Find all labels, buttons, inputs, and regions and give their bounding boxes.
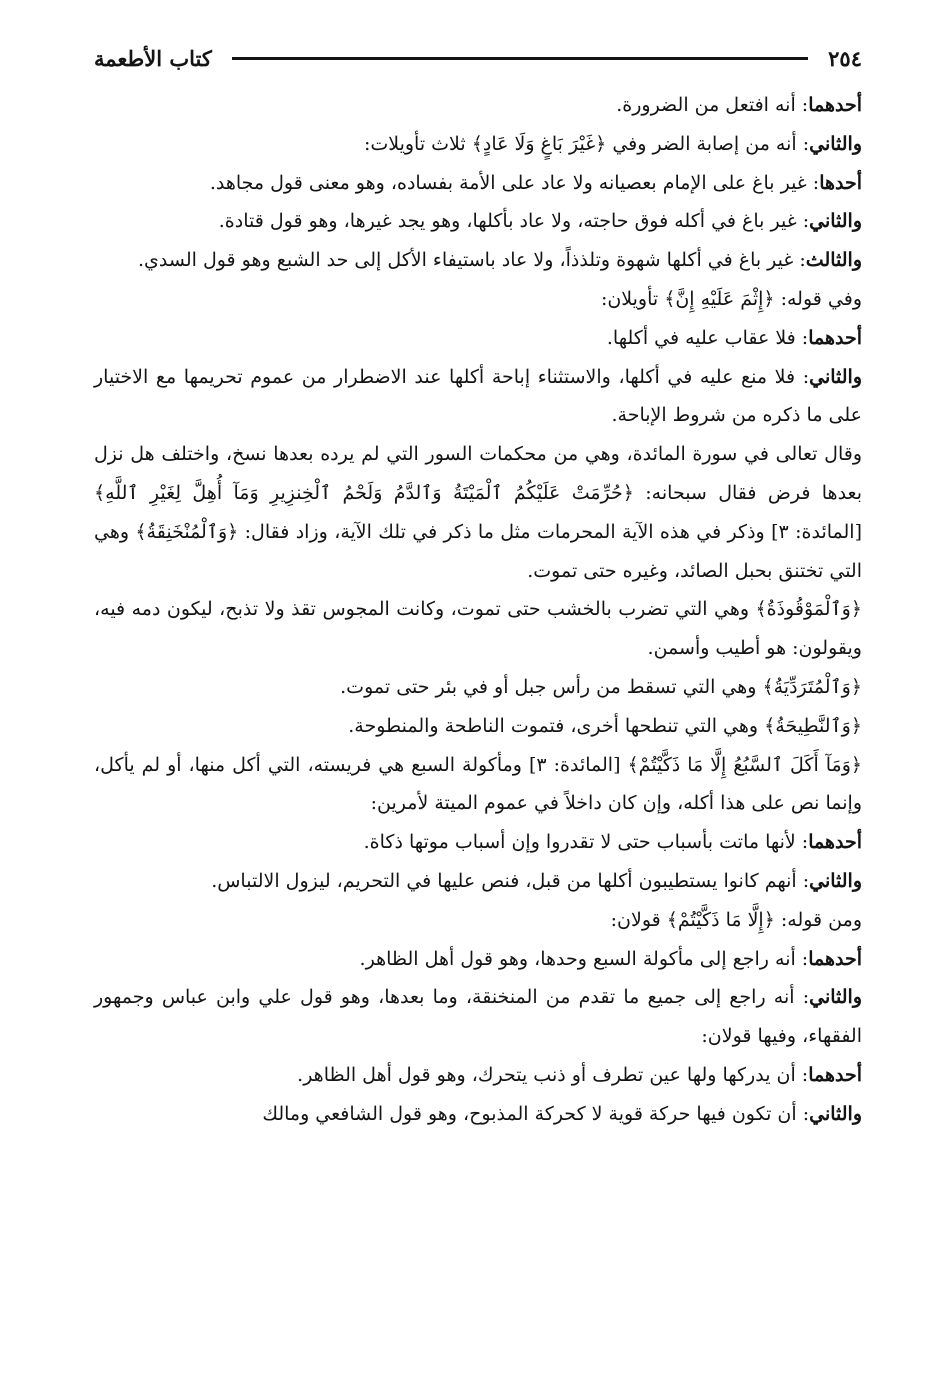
paragraph-text: : أنه افتعل من الضرورة. (616, 94, 809, 116)
paragraph (94, 940, 862, 979)
paragraph (94, 358, 862, 436)
paragraph (94, 202, 862, 241)
paragraph (94, 590, 862, 668)
paragraph (94, 707, 862, 746)
paragraph-text: ﴿وَمَآ أَكَلَ ٱلسَّبُعُ إِلَّا مَا ذَكَّيْتُمْ﴾ [المائدة: ٣] ومأكولة السبع هي فريسته، التي أكل منها، أو لم يأكل، وإنما نص على هذا أكله، وإن كان داخلاً في عموم الميتة لأمرين: (94, 753, 863, 815)
paragraph (94, 319, 862, 358)
paragraph-text: ﴿وَٱلْمَوْقُوذَةُ﴾ وهي التي تضرب بالخشب حتى تموت، وكانت المجوس تقذ ولا تذبح، ليكون دمه فيه، ويقولون: هو أطيب وأسمن. (94, 598, 862, 660)
paragraph-lead: والثاني (809, 365, 862, 388)
paragraph (94, 164, 862, 203)
header-rule (232, 57, 808, 60)
paragraph (94, 901, 862, 940)
paragraph-lead: والثاني (809, 986, 862, 1009)
paragraph-text: : أن يدركها ولها عين تطرف أو ذنب يتحرك، وهو قول أهل الظاهر. (297, 1063, 809, 1086)
paragraph-lead: والثاني (809, 1102, 862, 1125)
paragraph (94, 1095, 862, 1134)
paragraph (94, 280, 862, 319)
paragraph-text: ﴿وَٱلْمُتَرَدِّيَةُ﴾ وهي التي تسقط من رأس جبل أو في بئر حتى تموت. (340, 675, 862, 698)
page-number: ٢٥٤ (828, 45, 862, 71)
paragraph-text: : غير باغ على الإمام بعصيانه ولا عاد على الأمة بفساده، وهو معنى قول مجاهد. (209, 171, 820, 194)
paragraph-lead: أحدهما (808, 831, 862, 854)
paragraph-lead: أحدها (819, 171, 862, 194)
paragraph-lead: والثالث (805, 249, 862, 272)
paragraph-text: : فلا منع عليه في أكلها، والاستثناء إباحة أكلها عند الاضطرار من عموم تحريمها مع الاختيار على ما ذكره من شروط الإباحة. (94, 365, 862, 427)
paragraph-text: ﴿وَٱلنَّطِيحَةُ﴾ وهي التي تنطحها أخرى، فتموت الناطحة والمنطوحة. (348, 714, 862, 737)
paragraph (94, 241, 862, 280)
paragraph-text: : أنه راجع إلى جميع ما تقدم من المنخنقة، وما بعدها، وهو قول علي وابن عباس وجمهور الفقهاء، وفيها قولان: (94, 986, 862, 1048)
paragraph-text: : غير باغ في أكلها شهوة وتلذذاً، ولا عاد باستيفاء الأكل إلى حد الشبع وهو قول السدي. (138, 249, 806, 272)
paragraph-text: وفي قوله: ﴿إِثْمَ عَلَيْهِ إِنَّ﴾ تأويلان: (600, 287, 862, 310)
paragraph-lead: أحدهما (808, 94, 862, 116)
paragraph-text: : فلا عقاب عليه في أكلها. (606, 326, 809, 349)
paragraph-text: : غير باغ في أكله فوق حاجته، ولا عاد بأكلها، وهو يجد غيرها، وهو قول قتادة. (218, 210, 810, 233)
paragraph (94, 746, 862, 824)
paragraph-text: وقال تعالى في سورة المائدة، وهي من محكمات السور التي لم يرده بعدها نسخ، واختلف هل نزل بعدها فرض فقال سبحانه: ﴿حُرِّمَتْ عَلَيْكُمُ ٱلْمَيْتَةُ وَٱلدَّمُ وَلَحْمُ ٱلْخِنزِيرِ وَمَآ أُهِلَّ لِغَيْرِ ٱللَّهِ﴾ [المائدة: ٣] وذكر في هذه الآية المحرمات مثل ما ذكر في تلك الآية، وزاد فقال: ﴿وَٱلْمُنْخَنِقَةُ﴾ وهي التي تختنق بحبل الصائد، وغيره حتى تموت. (94, 443, 862, 582)
paragraph-text: ومن قوله: ﴿إِلَّا مَا ذَكَّيْتُمْ﴾ قولان: (610, 908, 862, 931)
paragraph-text: : لأنها ماتت بأسباب حتى لا تقدروا وإن أسباب موتها ذكاة. (363, 831, 809, 854)
paragraph-text: : أنهم كانوا يستطيبون أكلها من قبل، فنص عليها في التحريم، ليزول الالتباس. (211, 869, 810, 892)
paragraph-text: : أنه راجع إلى مأكولة السبع وحدها، وهو قول أهل الظاهر. (359, 947, 809, 970)
paragraph-text: : أنه من إصابة الضر وفي ﴿غَيْرَ بَاغٍ وَلَا عَادٍ﴾ ثلاث تأويلات: (363, 132, 810, 155)
paragraph (94, 978, 862, 1056)
paragraph-lead: والثاني (809, 869, 862, 892)
page-body (94, 86, 862, 1134)
book-title: كتاب الأطعمة (94, 45, 212, 71)
paragraph (94, 435, 862, 590)
paragraph-lead: أحدهما (808, 1063, 862, 1086)
paragraph-lead: أحدهما (808, 947, 862, 970)
paragraph (94, 823, 862, 862)
paragraph-text: : أن تكون فيها حركة قوية لا كحركة المذبوح، وهو قول الشافعي ومالك (262, 1102, 810, 1125)
paragraph (94, 1056, 862, 1095)
paragraph-lead: أحدهما (808, 326, 862, 349)
paragraph-lead: والثاني (809, 132, 862, 155)
paragraph-lead: والثاني (809, 210, 862, 233)
paragraph (94, 86, 862, 125)
paragraph (94, 862, 862, 901)
paragraph (94, 668, 862, 707)
running-header (94, 38, 862, 78)
paragraph (94, 125, 862, 164)
